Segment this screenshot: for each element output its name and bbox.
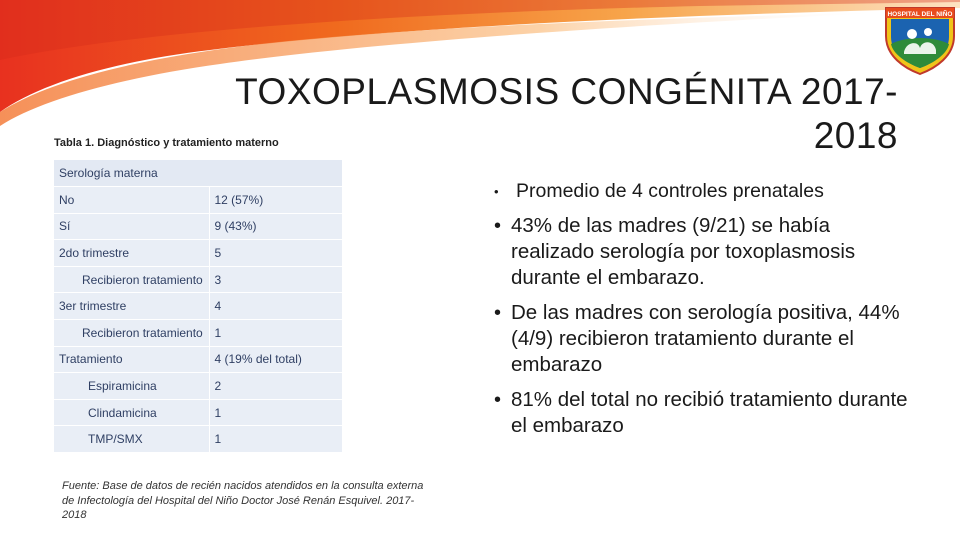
bullet-text: Promedio de 4 controles prenatales [516, 180, 824, 202]
row-value: 3 [209, 266, 342, 293]
row-value: 1 [209, 426, 342, 453]
slide-title: TOXOPLASMOSIS CONGÉNITA 2017-2018 [235, 71, 898, 156]
maternal-diagnosis-table [54, 160, 342, 453]
row-label: Recibieron tratamiento [54, 320, 209, 347]
row-value: 2 [209, 373, 342, 400]
table-row [54, 293, 342, 320]
row-label: Sí [54, 213, 209, 240]
table-row [54, 346, 342, 373]
table-header-cell: Serología materna [54, 160, 342, 187]
bullet-item [494, 213, 914, 291]
table-caption: Tabla 1. Diagnóstico y tratamiento materno [54, 137, 279, 149]
bullet-dot-icon: • [494, 302, 502, 324]
row-value: 4 (19% del total) [209, 346, 342, 373]
table-row [54, 399, 342, 426]
row-label: TMP/SMX [54, 426, 209, 453]
row-value: 5 [209, 240, 342, 267]
logo-text: HOSPITAL DEL NIÑO [887, 11, 953, 18]
table-source-note: Fuente: Base de datos de recién nacidos atendidos en la consulta externa de Infectología del Hospital del Niño Doctor José Renán Esquivel. 2017-2018 [62, 480, 424, 521]
table-row [54, 373, 342, 400]
bullet-item [494, 387, 914, 439]
row-label: No [54, 187, 209, 214]
table-row [54, 213, 342, 240]
row-label: 3er trimestre [54, 293, 209, 320]
row-label: Clindamicina [54, 399, 209, 426]
hospital-logo [880, 2, 960, 76]
row-label: 2do trimestre [54, 240, 209, 267]
bullet-item [494, 300, 914, 378]
row-value: 1 [209, 399, 342, 426]
table-row [54, 240, 342, 267]
bullet-text: 81% del total no recibió tratamiento durante el embarazo [511, 388, 908, 437]
bullet-item [494, 178, 914, 204]
row-label: Tratamiento [54, 346, 209, 373]
bullet-dot-icon: • [494, 215, 502, 237]
table-row [54, 187, 342, 214]
bullet-text: 43% de las madres (9/21) se había realizado serología por toxoplasmosis durante el embarazo. [511, 214, 856, 289]
row-value: 12 (57%) [209, 187, 342, 214]
row-value: 1 [209, 320, 342, 347]
bullet-dot-icon: • [494, 184, 499, 199]
table-row [54, 320, 342, 347]
bullet-text: De las madres con serología positiva, 44% (4/9) recibieron tratamiento durante el embarazo [511, 301, 900, 376]
table-header-row [54, 160, 342, 187]
table-row [54, 426, 342, 453]
row-value: 4 [209, 293, 342, 320]
bullet-dot-icon: • [494, 389, 502, 411]
row-value: 9 (43%) [209, 213, 342, 240]
row-label: Espiramicina [54, 373, 209, 400]
row-label: Recibieron tratamiento [54, 266, 209, 293]
table-row [54, 266, 342, 293]
bullet-list [494, 178, 914, 448]
